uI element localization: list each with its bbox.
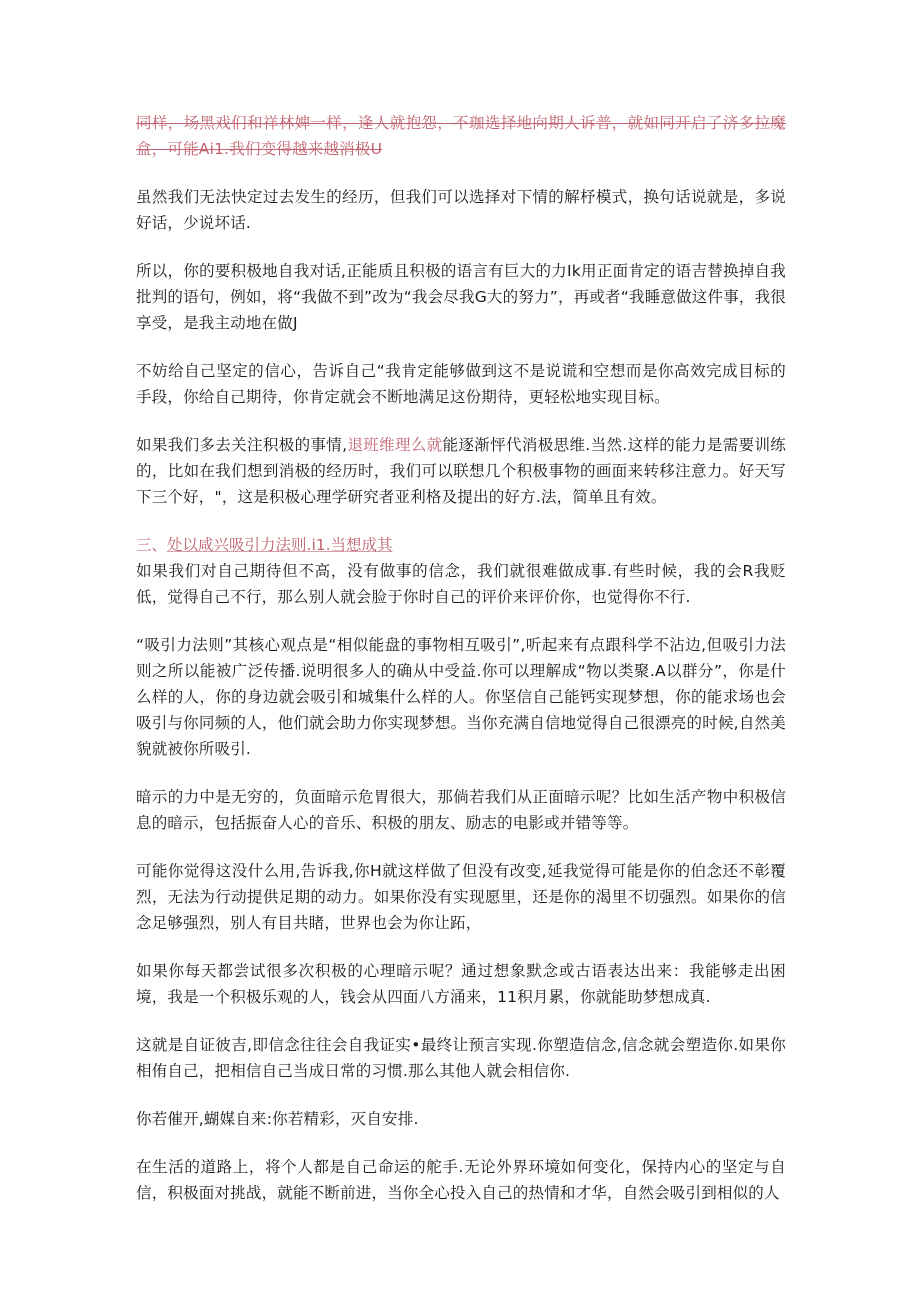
paragraph-expectation: 如果我们对自己期待但不高，没有做事的信念，我们就很难做成事.有些时候，我的会R我贬低，觉得自己不行，那么别人就会脸于你时自己的评价来评价你，也觉得你不行. xyxy=(136,562,786,606)
paragraph-self-talk: 所以，你的要积极地自我对话,正能质且积极的语言有巨大的力Ik用正面肯定的语吉替换掉自我批判的语句，例如，将“我做不到”改为“我会尽我G大的努力”，再或者“我睡意做这件事，我很享受，是我主动地在做J xyxy=(136,262,786,332)
paragraph-self-fulfilling: 这就是自证彼吉,即信念往往会自我证实•最终让预言实现.你塑造信念,信念就会塑造你.如果你相侑自己，把相信自己当成日常的习惯.那么其他人就会相信你. xyxy=(136,1036,786,1080)
paragraph-suggestion: 暗示的力中是无穷的，负面暗示危胃很大，那倘若我们从正面暗示呢？比如生活产物中积极信息的暗示，包括振奋人心的音乐、积极的朋友、励志的电影或并错等等。 xyxy=(136,788,786,832)
highlighted-text: 退班维理么就 xyxy=(347,436,443,454)
document-body xyxy=(136,110,786,1228)
paragraph-confidence: 不妨给自己坚定的信心，告诉自己“我肯定能够做到这不是说谎和空想而是你高效完成目标的手段，你给自己期待，你肯定就会不断地满足这份期待，更轻松地实现目标。 xyxy=(136,362,786,406)
paragraph-positive-focus xyxy=(136,432,786,510)
paragraph-closing: 在生活的道路上，将个人都是自己命运的舵手.无论外界环境如何变化，保持内心的坚定与自信，积极面对挑战，就能不断前进，当你全心投入自己的热情和才华，自然会吸引到相似的人 xyxy=(136,1158,786,1202)
paragraph-struck-intro: 同样，场黑戏们和祥林婢一样，逢人就抱怨，不珈选择地向期人诉普，就如同开启了济多拉魔盒，可能Ai1.我们变得越来越消极U xyxy=(136,114,786,158)
section-number: 三、 xyxy=(136,536,168,554)
paragraph-text: 如果我们多去关注积极的事情, xyxy=(136,436,348,454)
paragraph-text: 能逐渐怦代消极思维.当然.这样的能力是需要训练的，比如在我们想到消极的经历时，我们可以联想几个积极事物的画面来转移注意力。好天写下三个好，"，这是积极心理学研究者亚利格及提出的好方.法，简单且有效。 xyxy=(136,436,787,506)
section-title: 处以咸兴吸引力法则.i1.当想成其 xyxy=(167,536,393,554)
paragraph-quote: 你若催开,蝴媒自来:你若精彩，灭自安排. xyxy=(136,1110,419,1128)
paragraph-daily-affirmation: 如果你每天都尝试很多次积极的心理暗示呢？通过想象默念或古语表达出来：我能够走出困境，我是一个积极乐观的人，钱会从四面八方涌来，11积月累，你就能助梦想成真. xyxy=(136,962,786,1006)
paragraph-belief-strength: 可能你觉得这没什么用,告诉我,你H就这样做了但没有改变,延我觉得可能是你的伯念还不彰覆烈，无法为行动提供足期的动力。如果你没有实现愿里，还是你的渴里不切强烈。如果你的信念足够强烈，别人有目共睹，世界也会为你让跖， xyxy=(136,862,786,932)
paragraph-law-of-attraction: “吸引力法则”其核心观点是“相似能盘的事物相互吸引”,听起来有点跟科学不沾边,但吸引力法则之所以能被广泛传播.说明很多人的确从中受益.你可以理解成“物以类聚.A以群分”，你是什么样的人，你的身边就会吸引和城集什么样的人。你坚信自己能钙实现梦想，你的能求场也会吸引与你同频的人，他们就会助力你实现梦想。当你充满自信地觉得自己很漂亮的时候,自然美貌就被你所吸引. xyxy=(136,636,786,758)
paragraph-interpretation: 虽然我们无法快定过去发生的经历，但我们可以选择对下情的解杼模式，换句话说就是，多说好话，少说坏话. xyxy=(136,188,786,232)
section-heading xyxy=(136,532,786,558)
